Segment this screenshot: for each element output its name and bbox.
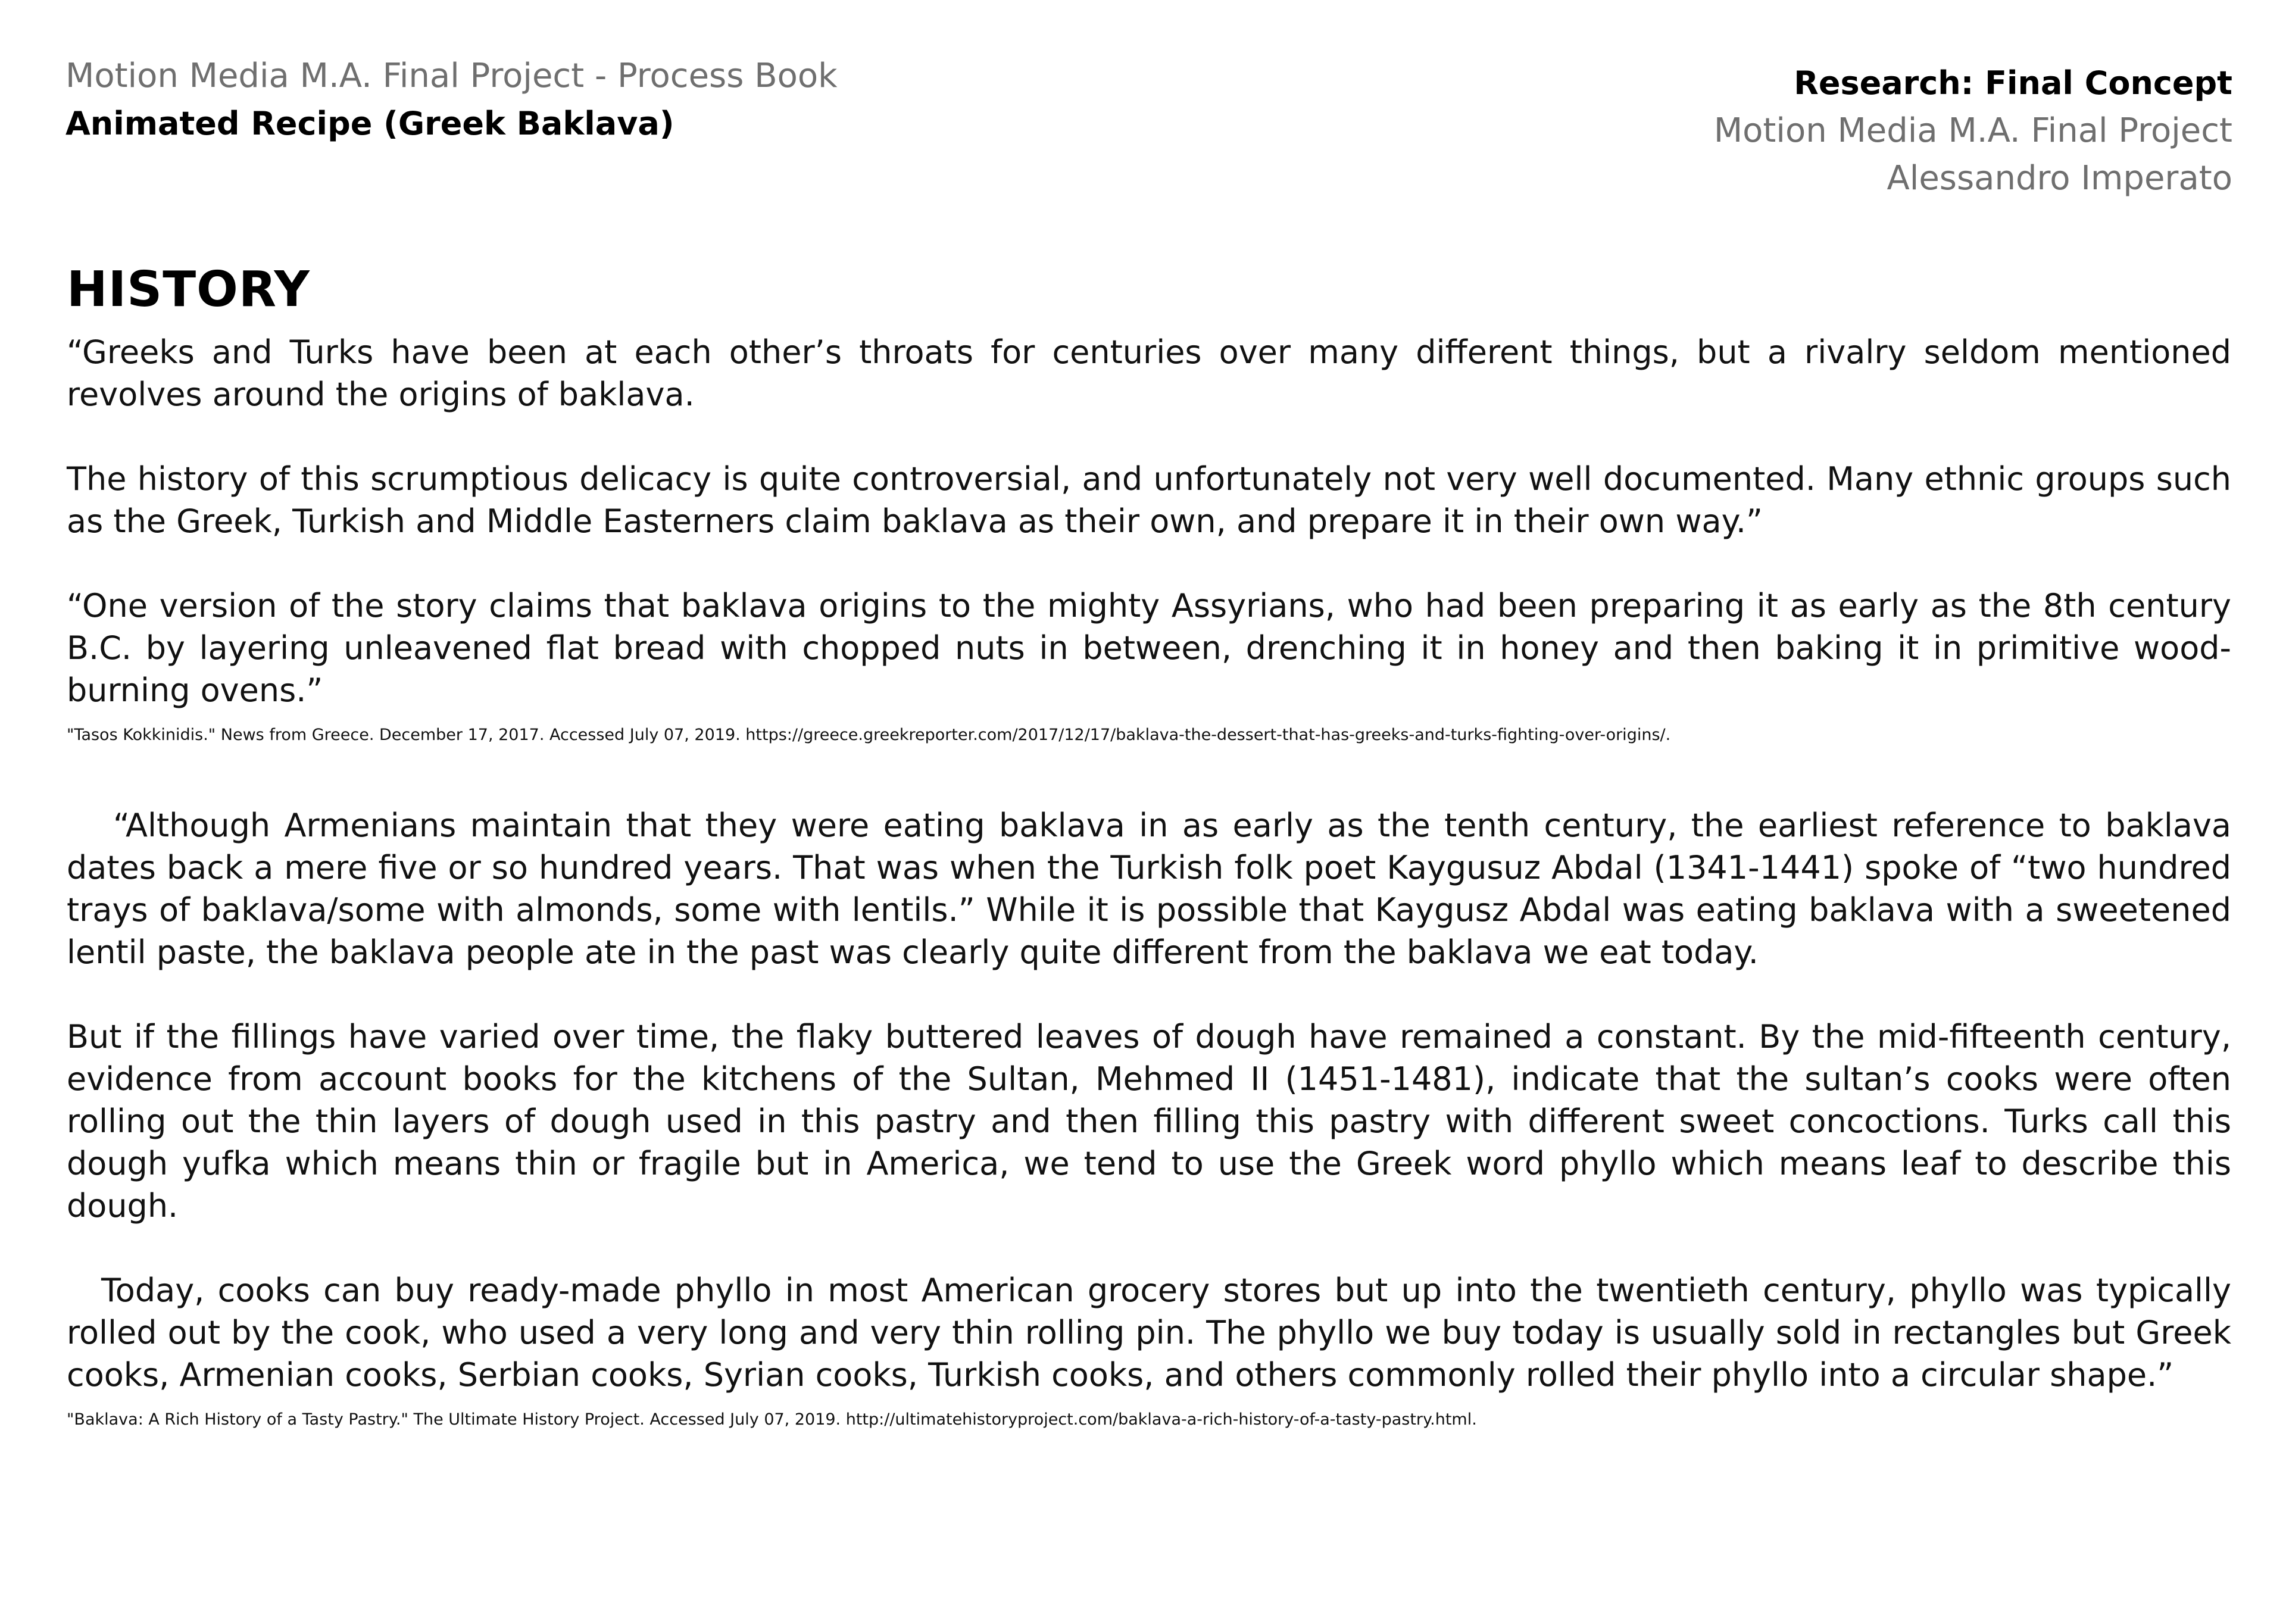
header-right [1714,60,2232,202]
project-name: Motion Media M.A. Final Project [1713,111,2232,150]
paragraph-fillings: But if the fillings have varied over time, the flaky buttered leaves of dough have remained a constant. By the mid-fifteenth century, evidence from account books for the kitchens of the Sultan, Mehmed II (1451-1481), indicate that the sultan’s cooks were often rolling out the thin layers of dough used in this pastry and then filling this pastry with different sweet concoctions. Turks call this dough yufka which means thin or fragile but in America, we tend to use the Greek word phyllo which means leaf to describe this dough. [67,1018,2231,1225]
project-title: Animated Recipe (Greek Baklava) [65,105,674,142]
header-left [65,52,838,148]
paragraph-phyllo-today: Today, cooks can buy ready-made phyllo in most American grocery stores but up into the twentieth century, phyllo was typically rolled out by the cook, who used a very long and very thin rolling pin. The phyllo we buy today is usually sold in rectangles but Greek cooks, Armenian cooks, Serbian cooks, Syrian cooks, Turkish cooks, and others commonly rolled their phyllo into a circular shape.” [67,1272,2231,1394]
citation-greekreporter: "Tasos Kokkinidis." News from Greece. December 17, 2017. Accessed July 07, 2019. https://greece.greekreporter.com/2017/12/17/baklava-the-dessert-that-has-greeks-and-turks-fighting-over-origins/. [67,726,1671,744]
section-label: Research: Final Concept [1794,64,2232,102]
paragraph-controversy: The history of this scrumptious delicacy is quite controversial, and unfortunately not very well documented. Many ethnic groups such as the Greek, Turkish and Middle Easterners claim baklava as their own, and prepare it in their own way.” [67,460,2231,540]
citation-ultimatehistory: "Baklava: A Rich History of a Tasty Pastry." The Ultimate History Project. Accessed July 07, 2019. http://ultimatehistoryproject.com/baklava-a-rich-history-of-a-tasty-pastry.html. [67,1410,1477,1429]
paragraph-armenians: “Although Armenians maintain that they were eating baklava in as early as the tenth century, the earliest reference to baklava dates back a mere five or so hundred years. That was when the Turkish folk poet Kaygusuz Abdal (1341-1441) spoke of “two hundred trays of baklava/some with almonds, some with lentils.” While it is possible that Kaygusz Abdal was eating baklava with a sweetened lentil paste, the baklava people ate in the past was clearly quite different from the baklava we eat today. [67,807,2231,971]
history-section [67,257,2231,1432]
author-name: Alessandro Imperato [1887,159,2232,198]
process-book-subtitle: Motion Media M.A. Final Project - Process Book [65,57,838,95]
paragraph-assyrians: “One version of the story claims that baklava origins to the mighty Assyrians, who had been preparing it as early as the 8th century B.C. by layering unleavened flat bread with chopped nuts in between, drenching it in honey and then baking it in primitive wood-burning ovens.” [67,587,2231,709]
paragraph-rivalry: “Greeks and Turks have been at each other’s throats for centuries over many different things, but a rivalry seldom mentioned revolves around the origins of baklava. [67,333,2231,413]
section-heading: HISTORY [67,261,310,318]
